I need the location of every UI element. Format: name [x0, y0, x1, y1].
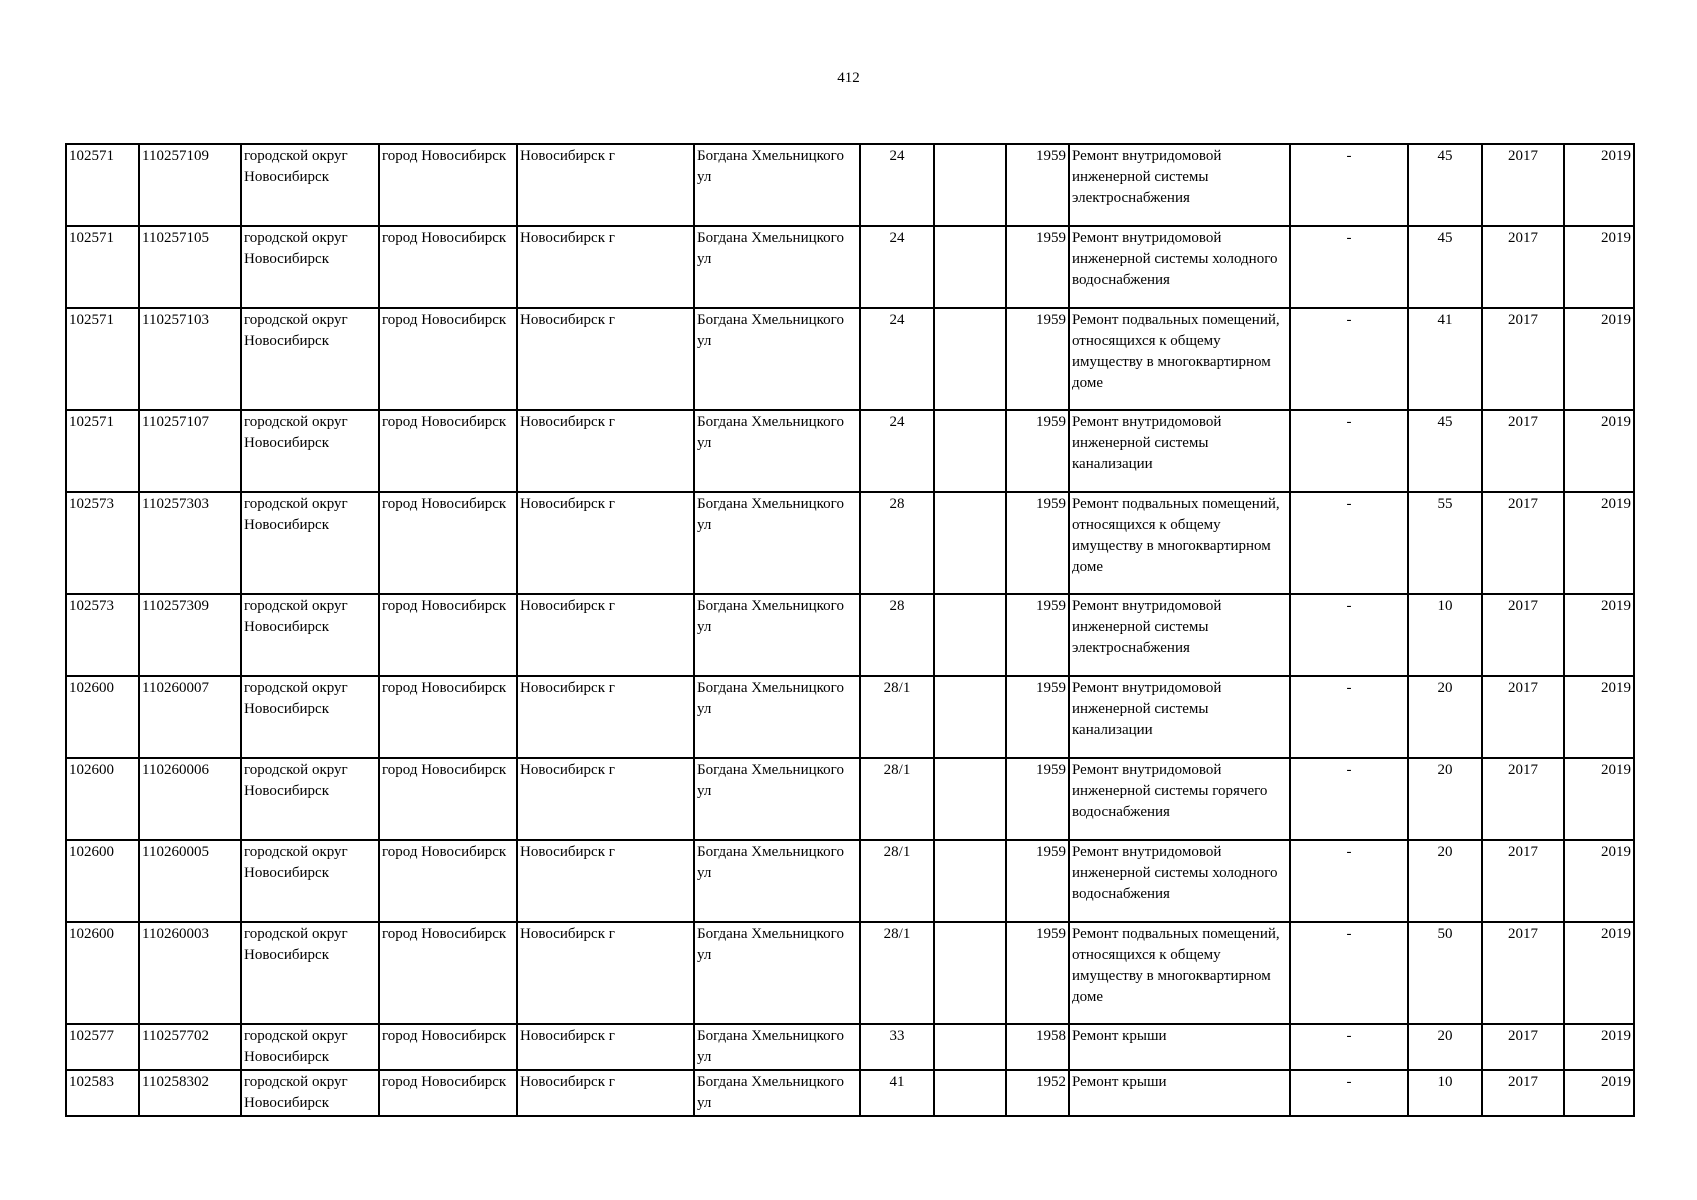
dash-cell: -: [1290, 1024, 1408, 1070]
municipality-cell: городской округ Новосибирск: [241, 676, 379, 758]
dash-cell: -: [1290, 676, 1408, 758]
wear-percent-cell: 20: [1408, 840, 1482, 922]
year-end-cell: 2019: [1564, 676, 1634, 758]
building-cell: [934, 758, 1006, 840]
work-id-cell: 110257702: [139, 1024, 241, 1070]
settlement-cell: город Новосибирск: [379, 144, 517, 226]
table-row: [66, 758, 1634, 840]
city-cell: Новосибирск г: [517, 1024, 694, 1070]
year-built-cell: 1959: [1006, 594, 1069, 676]
table-row: [66, 410, 1634, 492]
house-number-cell: 28/1: [860, 840, 934, 922]
year-end-cell: 2019: [1564, 594, 1634, 676]
city-cell: Новосибирск г: [517, 308, 694, 410]
house-id-cell: 102573: [66, 594, 139, 676]
work-type-cell: Ремонт подвальных помещений, относящихся к общему имуществу в многоквартирном доме: [1069, 922, 1290, 1024]
work-id-cell: 110257309: [139, 594, 241, 676]
street-cell: Богдана Хмельницкого ул: [694, 1024, 860, 1070]
year-start-cell: 2017: [1482, 594, 1564, 676]
building-cell: [934, 840, 1006, 922]
table-row: [66, 1024, 1634, 1070]
wear-percent-cell: 55: [1408, 492, 1482, 594]
wear-percent-cell: 10: [1408, 594, 1482, 676]
municipality-cell: городской округ Новосибирск: [241, 410, 379, 492]
street-cell: Богдана Хмельницкого ул: [694, 144, 860, 226]
dash-cell: -: [1290, 840, 1408, 922]
year-end-cell: 2019: [1564, 410, 1634, 492]
wear-percent-cell: 45: [1408, 410, 1482, 492]
year-end-cell: 2019: [1564, 144, 1634, 226]
building-cell: [934, 410, 1006, 492]
house-number-cell: 41: [860, 1070, 934, 1116]
dash-cell: -: [1290, 410, 1408, 492]
work-type-cell: Ремонт крыши: [1069, 1024, 1290, 1070]
house-number-cell: 28: [860, 594, 934, 676]
city-cell: Новосибирск г: [517, 922, 694, 1024]
city-cell: Новосибирск г: [517, 676, 694, 758]
wear-percent-cell: 20: [1408, 758, 1482, 840]
table-row: [66, 840, 1634, 922]
dash-cell: -: [1290, 308, 1408, 410]
house-number-cell: 28/1: [860, 676, 934, 758]
work-id-cell: 110258302: [139, 1070, 241, 1116]
building-cell: [934, 144, 1006, 226]
year-end-cell: 2019: [1564, 840, 1634, 922]
street-cell: Богдана Хмельницкого ул: [694, 758, 860, 840]
year-end-cell: 2019: [1564, 1070, 1634, 1116]
settlement-cell: город Новосибирск: [379, 922, 517, 1024]
year-start-cell: 2017: [1482, 144, 1564, 226]
dash-cell: -: [1290, 492, 1408, 594]
work-type-cell: Ремонт внутридомовой инженерной системы канализации: [1069, 410, 1290, 492]
year-end-cell: 2019: [1564, 922, 1634, 1024]
settlement-cell: город Новосибирск: [379, 840, 517, 922]
city-cell: Новосибирск г: [517, 594, 694, 676]
city-cell: Новосибирск г: [517, 492, 694, 594]
year-start-cell: 2017: [1482, 226, 1564, 308]
year-end-cell: 2019: [1564, 308, 1634, 410]
house-id-cell: 102600: [66, 758, 139, 840]
settlement-cell: город Новосибирск: [379, 1024, 517, 1070]
municipality-cell: городской округ Новосибирск: [241, 1024, 379, 1070]
wear-percent-cell: 20: [1408, 676, 1482, 758]
year-built-cell: 1959: [1006, 226, 1069, 308]
year-start-cell: 2017: [1482, 492, 1564, 594]
year-built-cell: 1959: [1006, 308, 1069, 410]
building-cell: [934, 1024, 1006, 1070]
work-id-cell: 110260005: [139, 840, 241, 922]
municipality-cell: городской округ Новосибирск: [241, 308, 379, 410]
house-id-cell: 102600: [66, 840, 139, 922]
settlement-cell: город Новосибирск: [379, 410, 517, 492]
work-type-cell: Ремонт внутридомовой инженерной системы горячего водоснабжения: [1069, 758, 1290, 840]
municipality-cell: городской округ Новосибирск: [241, 144, 379, 226]
house-number-cell: 24: [860, 144, 934, 226]
city-cell: Новосибирск г: [517, 758, 694, 840]
city-cell: Новосибирск г: [517, 1070, 694, 1116]
year-built-cell: 1959: [1006, 922, 1069, 1024]
year-start-cell: 2017: [1482, 410, 1564, 492]
city-cell: Новосибирск г: [517, 144, 694, 226]
settlement-cell: город Новосибирск: [379, 594, 517, 676]
table-row: [66, 226, 1634, 308]
table-row: [66, 594, 1634, 676]
work-type-cell: Ремонт внутридомовой инженерной системы канализации: [1069, 676, 1290, 758]
work-type-cell: Ремонт внутридомовой инженерной системы холодного водоснабжения: [1069, 226, 1290, 308]
house-id-cell: 102600: [66, 676, 139, 758]
work-id-cell: 110257303: [139, 492, 241, 594]
dash-cell: -: [1290, 226, 1408, 308]
year-end-cell: 2019: [1564, 492, 1634, 594]
year-start-cell: 2017: [1482, 1070, 1564, 1116]
dash-cell: -: [1290, 594, 1408, 676]
year-built-cell: 1959: [1006, 144, 1069, 226]
wear-percent-cell: 50: [1408, 922, 1482, 1024]
year-built-cell: 1959: [1006, 410, 1069, 492]
year-built-cell: 1952: [1006, 1070, 1069, 1116]
settlement-cell: город Новосибирск: [379, 226, 517, 308]
house-number-cell: 33: [860, 1024, 934, 1070]
municipality-cell: городской округ Новосибирск: [241, 594, 379, 676]
settlement-cell: город Новосибирск: [379, 758, 517, 840]
house-id-cell: 102571: [66, 410, 139, 492]
street-cell: Богдана Хмельницкого ул: [694, 676, 860, 758]
table-row: [66, 1070, 1634, 1116]
settlement-cell: город Новосибирск: [379, 308, 517, 410]
year-end-cell: 2019: [1564, 758, 1634, 840]
house-number-cell: 28: [860, 492, 934, 594]
house-id-cell: 102577: [66, 1024, 139, 1070]
house-id-cell: 102571: [66, 308, 139, 410]
city-cell: Новосибирск г: [517, 840, 694, 922]
street-cell: Богдана Хмельницкого ул: [694, 922, 860, 1024]
year-end-cell: 2019: [1564, 1024, 1634, 1070]
work-type-cell: Ремонт крыши: [1069, 1070, 1290, 1116]
year-built-cell: 1959: [1006, 676, 1069, 758]
house-number-cell: 24: [860, 410, 934, 492]
building-cell: [934, 676, 1006, 758]
street-cell: Богдана Хмельницкого ул: [694, 308, 860, 410]
house-id-cell: 102600: [66, 922, 139, 1024]
municipality-cell: городской округ Новосибирск: [241, 922, 379, 1024]
work-id-cell: 110260003: [139, 922, 241, 1024]
work-type-cell: Ремонт внутридомовой инженерной системы электроснабжения: [1069, 594, 1290, 676]
wear-percent-cell: 10: [1408, 1070, 1482, 1116]
building-cell: [934, 308, 1006, 410]
table-row: [66, 492, 1634, 594]
settlement-cell: город Новосибирск: [379, 676, 517, 758]
year-start-cell: 2017: [1482, 1024, 1564, 1070]
street-cell: Богдана Хмельницкого ул: [694, 226, 860, 308]
year-start-cell: 2017: [1482, 840, 1564, 922]
dash-cell: -: [1290, 922, 1408, 1024]
work-type-cell: Ремонт внутридомовой инженерной системы холодного водоснабжения: [1069, 840, 1290, 922]
year-start-cell: 2017: [1482, 922, 1564, 1024]
house-id-cell: 102571: [66, 144, 139, 226]
dash-cell: -: [1290, 144, 1408, 226]
work-type-cell: Ремонт внутридомовой инженерной системы электроснабжения: [1069, 144, 1290, 226]
table-row: [66, 676, 1634, 758]
municipality-cell: городской округ Новосибирск: [241, 1070, 379, 1116]
building-cell: [934, 226, 1006, 308]
municipality-cell: городской округ Новосибирск: [241, 492, 379, 594]
work-id-cell: 110257109: [139, 144, 241, 226]
work-id-cell: 110257103: [139, 308, 241, 410]
dash-cell: -: [1290, 1070, 1408, 1116]
city-cell: Новосибирск г: [517, 226, 694, 308]
year-built-cell: 1959: [1006, 758, 1069, 840]
house-number-cell: 28/1: [860, 758, 934, 840]
settlement-cell: город Новосибирск: [379, 492, 517, 594]
registry-table: [65, 143, 1635, 1117]
street-cell: Богдана Хмельницкого ул: [694, 492, 860, 594]
street-cell: Богдана Хмельницкого ул: [694, 410, 860, 492]
house-id-cell: 102571: [66, 226, 139, 308]
wear-percent-cell: 20: [1408, 1024, 1482, 1070]
building-cell: [934, 922, 1006, 1024]
table-row: [66, 308, 1634, 410]
house-number-cell: 28/1: [860, 922, 934, 1024]
table-row: [66, 144, 1634, 226]
work-id-cell: 110260007: [139, 676, 241, 758]
building-cell: [934, 492, 1006, 594]
year-end-cell: 2019: [1564, 226, 1634, 308]
table-row: [66, 922, 1634, 1024]
building-cell: [934, 594, 1006, 676]
work-type-cell: Ремонт подвальных помещений, относящихся к общему имуществу в многоквартирном доме: [1069, 492, 1290, 594]
city-cell: Новосибирск г: [517, 410, 694, 492]
year-start-cell: 2017: [1482, 308, 1564, 410]
municipality-cell: городской округ Новосибирск: [241, 758, 379, 840]
wear-percent-cell: 41: [1408, 308, 1482, 410]
year-built-cell: 1959: [1006, 492, 1069, 594]
street-cell: Богдана Хмельницкого ул: [694, 840, 860, 922]
wear-percent-cell: 45: [1408, 226, 1482, 308]
municipality-cell: городской округ Новосибирск: [241, 226, 379, 308]
settlement-cell: город Новосибирск: [379, 1070, 517, 1116]
house-number-cell: 24: [860, 308, 934, 410]
year-built-cell: 1959: [1006, 840, 1069, 922]
municipality-cell: городской округ Новосибирск: [241, 840, 379, 922]
wear-percent-cell: 45: [1408, 144, 1482, 226]
work-id-cell: 110257107: [139, 410, 241, 492]
dash-cell: -: [1290, 758, 1408, 840]
house-id-cell: 102573: [66, 492, 139, 594]
street-cell: Богдана Хмельницкого ул: [694, 1070, 860, 1116]
work-id-cell: 110260006: [139, 758, 241, 840]
year-built-cell: 1958: [1006, 1024, 1069, 1070]
year-start-cell: 2017: [1482, 676, 1564, 758]
work-id-cell: 110257105: [139, 226, 241, 308]
street-cell: Богдана Хмельницкого ул: [694, 594, 860, 676]
building-cell: [934, 1070, 1006, 1116]
house-number-cell: 24: [860, 226, 934, 308]
year-start-cell: 2017: [1482, 758, 1564, 840]
work-type-cell: Ремонт подвальных помещений, относящихся к общему имуществу в многоквартирном доме: [1069, 308, 1290, 410]
page-number: 412: [837, 70, 860, 86]
house-id-cell: 102583: [66, 1070, 139, 1116]
